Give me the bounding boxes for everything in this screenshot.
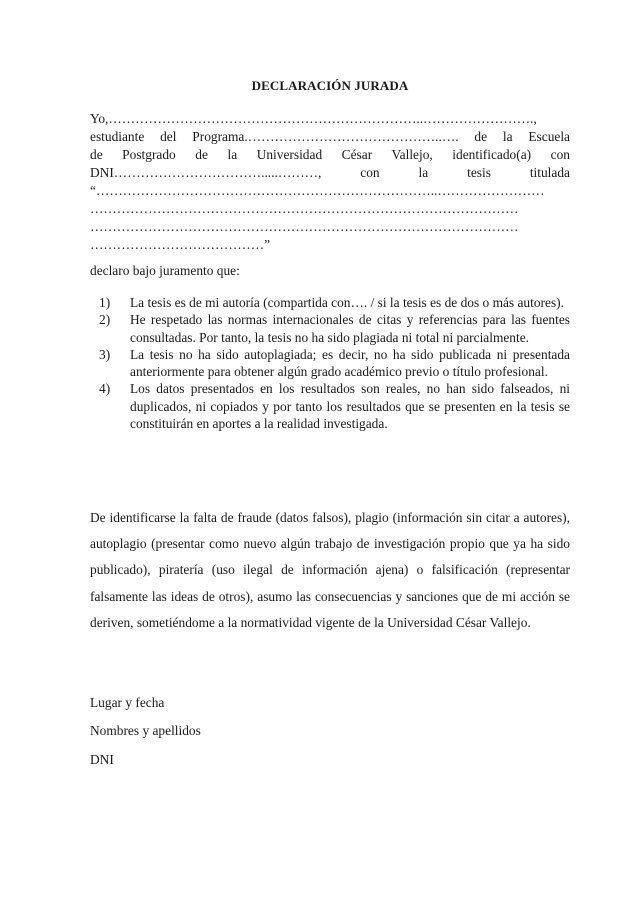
consequences-paragraph: De identificarse la falta de fraude (datos falsos), plagio (información sin citar a autores), autoplagio (presentar como nuevo algún trabajo de investigación propio que ya ha sido publicado), piratería (uso ilegal de información ajena) o falsificación (representar falsamente las ideas de otros), asumo las consecuencias y sanciones que de mi acción se deriven, sometiéndome a la normatividad vigente de la Universidad César Vallejo. (90, 510, 570, 630)
declaration-list (90, 294, 570, 432)
list-item-text: La tesis no ha sido autoplagiada; es decir, no ha sido publicada ni presentada anteriormente para obtener algún grado académico previo o título profesional. (130, 346, 570, 380)
list-item (90, 294, 570, 311)
list-item-text: Los datos presentados en los resultados son reales, no han sido falseados, ni duplicados, ni copiados y por tanto los resultados que se presenten en la tesis se constituirán en aportes a la realidad investigada. (130, 381, 570, 432)
document-title: DECLARACIÓN JURADA (251, 78, 409, 93)
intro-line-thesis-2: …………………………………………………………………………………… (90, 201, 519, 216)
intro-line-thesis-3: …………………………………………………………………………………… (90, 219, 519, 234)
list-item-text: He respetado las normas internacionales de citas y referencias para las fuentes consultadas. Por tanto, la tesis no ha sido plagiada ni total ni parcialmente. (130, 312, 570, 345)
list-item-number: 1) (99, 295, 111, 310)
list-item-number: 4) (99, 381, 111, 397)
list-item (90, 346, 570, 381)
intro-line-university: de Postgrado de la Universidad César Vallejo, identificado(a) con (90, 147, 570, 162)
list-item (90, 380, 570, 432)
place-date-label: Lugar y fecha (90, 695, 165, 710)
list-item-number: 2) (99, 312, 111, 328)
intro-paragraph (90, 110, 570, 254)
list-item-text: La tesis es de mi autoría (compartida con…. / si la tesis es de dos o más autores). (130, 295, 564, 310)
intro-line-dni: DNI…………………………….....………, con la tesis titulada (90, 165, 570, 180)
intro-line-thesis-4: …………………………………” (90, 237, 271, 252)
dni-label: DNI (90, 752, 114, 767)
list-item (90, 311, 570, 346)
intro-line-name: Yo,……………………………………………………………..……………………., (90, 111, 537, 126)
intro-line-thesis-1: “…………………………………………………………………..…………………… (90, 183, 545, 198)
intro-line-program: estudiante del Programa.……………………………………..…. de la Escuela (90, 129, 570, 144)
names-label: Nombres y apellidos (90, 723, 201, 738)
list-item-number: 3) (99, 346, 111, 362)
declaration-lead: declaro bajo juramento que: (90, 263, 240, 278)
